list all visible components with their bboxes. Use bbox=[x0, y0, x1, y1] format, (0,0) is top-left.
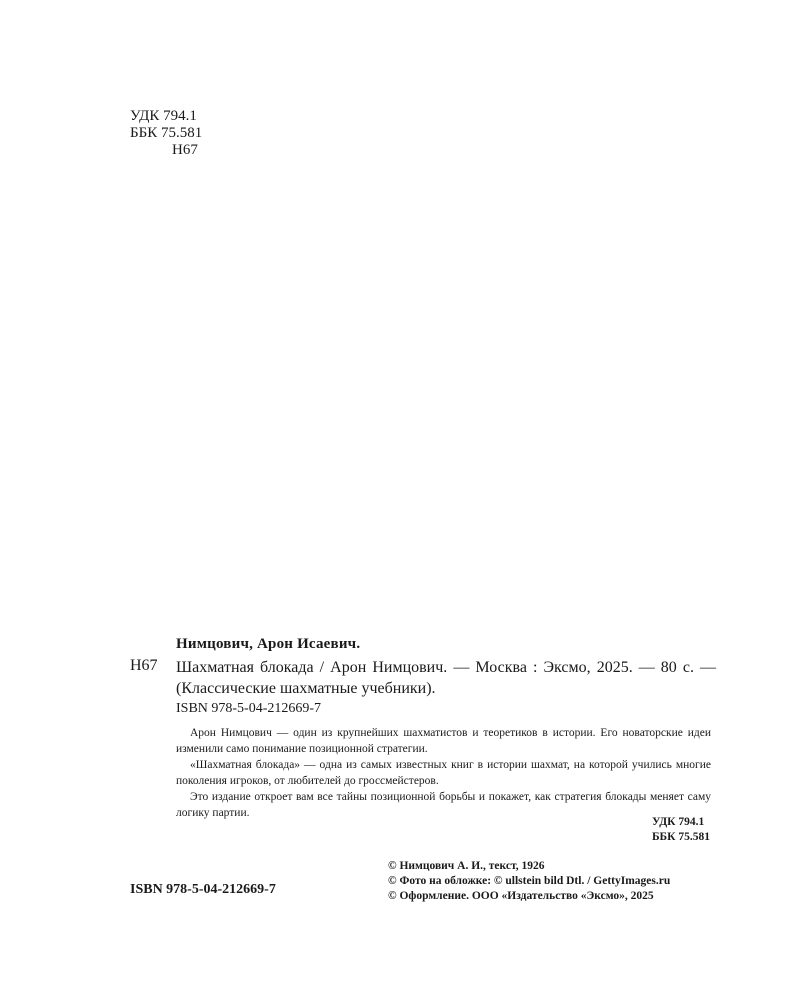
bibliographic-description: Шахматная блокада / Арон Нимцович. — Москва : Эксмо, 2025. — 80 с. — (Классические шахматные учебники). bbox=[176, 659, 716, 697]
annotation-paragraph: Это издание откроет вам все тайны позиционной борьбы и покажет, как стратегия блокады меняет саму логику партии. bbox=[176, 791, 711, 819]
annotation-paragraph: «Шахматная блокада» — одна из самых известных книг в истории шахмат, на которой учились многие поколения игроков, от любителей до гроссмейстеров. bbox=[176, 759, 711, 787]
bbk-code-bottom: ББК 75.581 bbox=[651, 831, 710, 843]
udk-code: УДК 794.1 bbox=[130, 108, 197, 124]
footer-isbn: ISBN 978-5-04-212669-7 bbox=[130, 882, 276, 897]
copyright-line: © Фото на обложке: © ullstein bild Dtl. / GettyImages.ru bbox=[388, 875, 671, 887]
copyright-line: © Нимцович А. И., текст, 1926 bbox=[388, 860, 545, 872]
copyright-line: © Оформление. ООО «Издательство «Эксмо», 2025 bbox=[388, 890, 654, 902]
author-mark: Н67 bbox=[172, 142, 198, 158]
annotation bbox=[176, 725, 711, 821]
top-classification-codes bbox=[130, 108, 202, 159]
copyright-block bbox=[388, 859, 670, 904]
record-isbn: ISBN 978-5-04-212669-7 bbox=[176, 701, 322, 716]
bbk-code: ББК 75.581 bbox=[130, 125, 203, 141]
annotation-paragraph: Арон Нимцович — один из крупнейших шахматистов и теоретиков в истории. Его новаторские идеи изменили само понимание позиционной стратегии. bbox=[176, 727, 711, 755]
catalog-author-mark: Н67 bbox=[130, 657, 158, 674]
bottom-classification-codes bbox=[652, 815, 710, 845]
udk-code-bottom: УДК 794.1 bbox=[651, 816, 705, 828]
author-heading: Нимцович, Арон Исаевич. bbox=[176, 636, 361, 652]
